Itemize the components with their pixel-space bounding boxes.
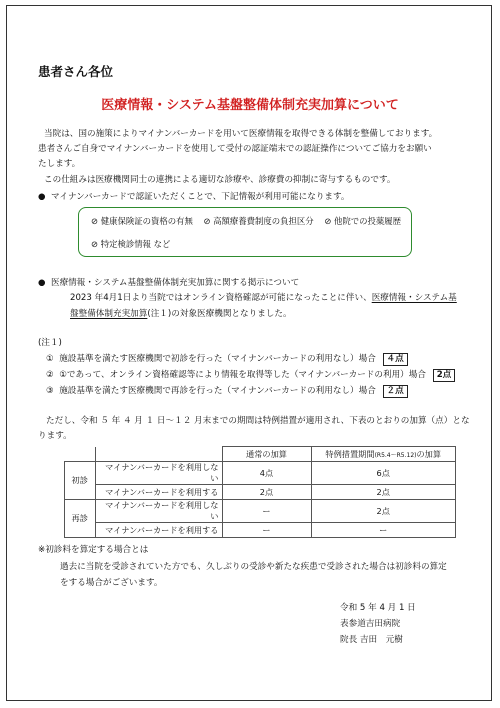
greeting: 患者さん各位 [38,64,114,79]
bullet-2-text-b: (注１)の対象医療機関となりました。 [147,309,292,319]
signature-hospital: 表参道吉田病院 [340,619,401,629]
note-1 [46,352,408,367]
box-item-high-cost: 高額療養費制度の負担区分 [213,216,314,226]
table-header-special-suffix: の加算 [416,448,442,459]
box-row-2 [91,238,170,250]
table-header-row [65,447,456,462]
note-2-points: 2点 [433,369,456,382]
note-3-num: ③ [46,386,54,396]
bullet-2-heading: 医療情報・システム基盤整備体制充実加算に関する掲示について [50,278,300,288]
note-2-text: ①であって、オンライン資格確認等により情報を取得等した（マイナンバーカードの利用）場合 [59,370,426,380]
table-row [65,523,456,538]
bullet-2-text-a: 2023 年4月1日より当院ではオンライン資格確認が可能になったことに伴い、 [70,293,372,303]
box-item-insurance: 健康保険証の資格の有無 [100,216,193,226]
first-visit-line-2: をする場合がございます。 [60,578,163,588]
table-cell-special: 6点 [311,462,456,485]
special-line-1: ただし、令和 ５ 年 ４ 月 １ 日～１２ 月末までの期間は特例措置が適用され、下表のとおりの加算（点）とな [46,416,470,426]
table-group-first-visit: 初診 [65,462,96,500]
table-header-normal: 通常の加算 [222,447,311,462]
table-cell-normal: 2点 [222,485,311,500]
table-cell-normal: ー [222,523,311,538]
bullet-1-text: マイナンバーカードで認証いただくことで、下記情報が利用可能になります。 [50,192,350,202]
intro-line-2: 患者さんご自身でマイナンバーカードを使用して受付の認証端末での認証操作についてご協力をお願い [38,144,432,154]
note-1-text: 施設基準を満たす医療機関で初診を行った（マイナンバーカードの利用なし）場合 [59,354,376,364]
prohibited-icon: ⊘ [203,216,211,226]
info-box [78,207,412,257]
table-corner [95,447,222,462]
table-group-revisit: 再診 [65,500,96,538]
box-item-medication: 他院での投薬履歴 [334,216,402,226]
table-row-label: マイナンバーカードを利用しない [95,500,222,523]
table-header-special-label: 特例措置期間 [325,448,375,459]
table-cell-special: ー [311,523,456,538]
box-item-suffix: など [153,239,171,249]
notes-label: (注１) [38,338,62,348]
table-cell-special: 2点 [311,485,456,500]
intro-line-4: この仕組みは医療機関同士の連携による適切な診療や、診療費の抑制に寄与するものです。 [44,175,396,185]
box-row-1 [91,215,401,227]
note-3-points: ２点 [383,385,408,398]
box-item-checkup: 特定検診情報 [100,239,151,249]
prohibited-icon: ⊘ [91,239,99,249]
table-header-special [311,447,456,462]
table-row-label: マイナンバーカードを利用する [95,485,222,500]
first-visit-heading: ※初診料を算定する場合とは [38,545,149,555]
bullet-1 [38,190,350,202]
bullet-2 [38,276,299,288]
table-row [65,462,456,485]
intro-line-3: たします。 [38,159,81,169]
special-line-2: ります。 [38,431,72,441]
table-row-label: マイナンバーカードを利用しない [95,462,222,485]
note-3-text: 施設基準を満たす医療機関で再診を行った（マイナンバーカードの利用なし）場合 [59,386,376,396]
note-2 [46,368,455,383]
first-visit-line-1: 過去に当院を受診されていた方でも、久しぶりの受診や新たな疾患で受診された場合は初診料の算定 [60,562,447,572]
bullet-dot-icon: ● [38,192,46,202]
intro-line-1: 当院は、国の施策によりマイナンバーカードを用いて医療情報を取得できる体制を整備しております。 [44,129,438,139]
bullet-2-line-1 [70,291,457,306]
table-header-special-range: (R5.4～R5.12) [374,451,417,459]
signature-date: 令和 5 年 4 月 1 日 [340,603,416,613]
addition-table [64,446,456,538]
prohibited-icon: ⊘ [91,216,99,226]
note-3 [46,384,408,399]
table-row [65,485,456,500]
note-2-num: ② [46,370,54,380]
table-row [65,500,456,523]
table-corner [65,447,96,462]
table-cell-normal: ー [222,500,311,523]
table-row-label: マイナンバーカードを利用する [95,523,222,538]
page-title: 医療情報・システム基盤整備体制充実加算について [101,98,399,113]
note-1-num: ① [46,354,54,364]
table-cell-normal: 4点 [222,462,311,485]
bullet-2-line-2 [70,307,292,322]
bullet-2-underlined-b: 盤整備体制充実加算 [70,309,148,319]
signature-director: 院長 吉田 元樹 [340,635,403,645]
table-cell-special: 2点 [311,500,456,523]
bullet-2-underlined-a: 医療情報・システム基 [371,293,457,303]
prohibited-icon: ⊘ [324,216,332,226]
bullet-dot-icon: ● [38,278,46,288]
note-1-points: ４点 [383,353,408,366]
